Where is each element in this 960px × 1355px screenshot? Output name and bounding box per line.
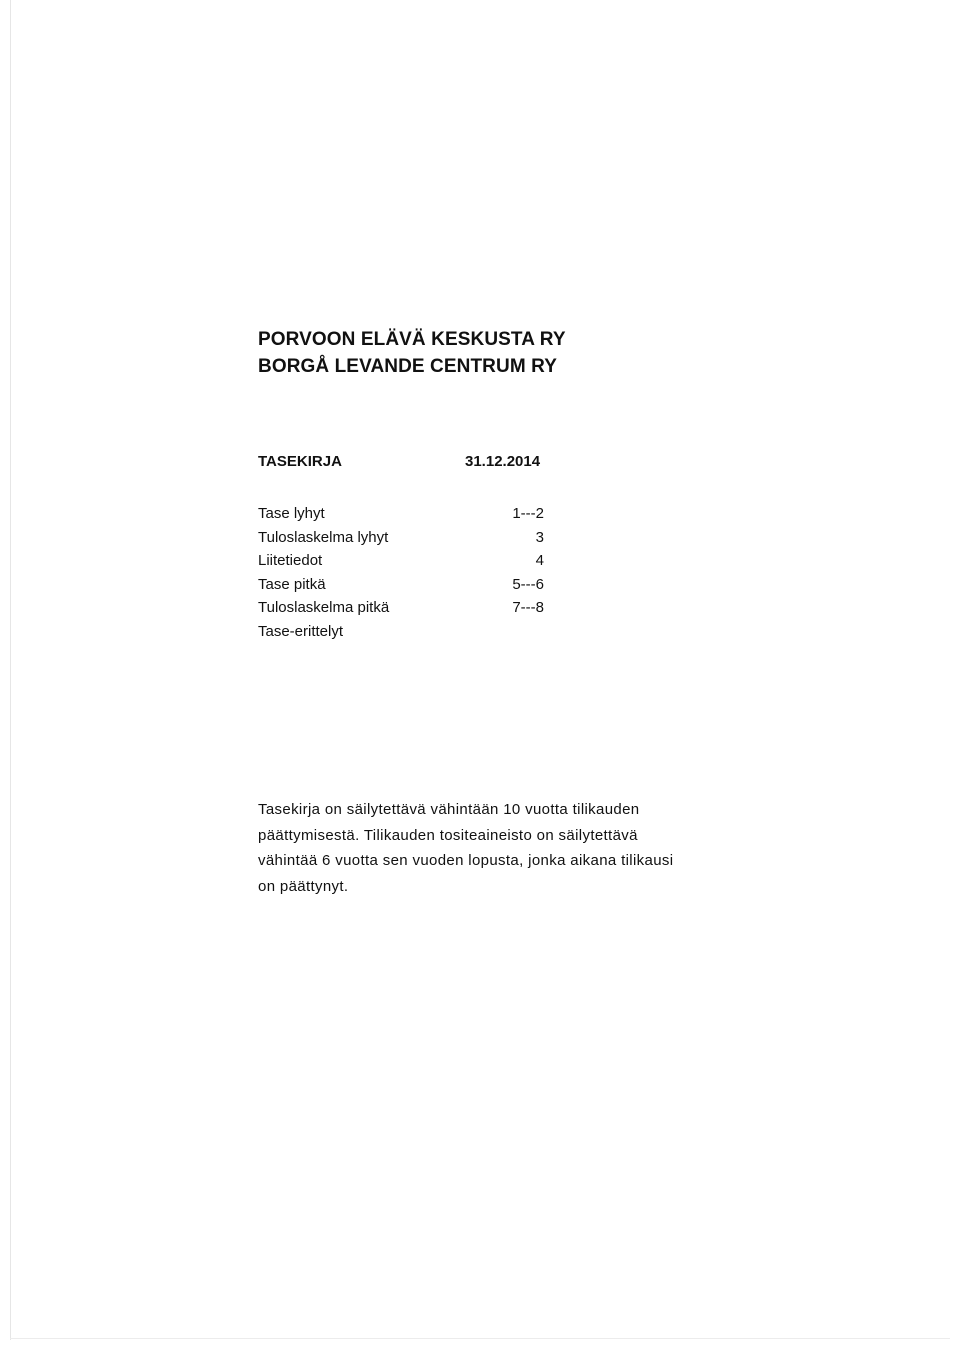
organization-name-finnish: PORVOON ELÄVÄ KESKUSTA RY	[258, 329, 566, 350]
scan-edge-left	[10, 0, 11, 1340]
toc-item	[258, 526, 548, 550]
toc-item	[258, 620, 548, 644]
toc-item-label: Tase pitkä	[258, 575, 326, 593]
toc-item-pages: 4	[535, 552, 544, 570]
toc-item-label: Liitetiedot	[258, 552, 323, 570]
document-date: 31.12.2014	[465, 453, 541, 470]
document-header	[258, 453, 558, 475]
toc-item	[258, 502, 548, 526]
retention-note-line: vähintää 6 vuotta sen vuoden lopusta, jonka aikana tilikausi	[258, 852, 674, 869]
toc-item-label: Tase-erittelyt	[258, 622, 344, 640]
toc-item	[258, 596, 548, 620]
retention-note-line: päättymisestä. Tilikauden tositeaineisto on säilytettävä	[258, 826, 638, 844]
toc-item-label: Tuloslaskelma lyhyt	[258, 528, 389, 546]
organization-name	[258, 326, 566, 380]
toc-item-pages: 7---8	[512, 599, 544, 617]
toc-item-pages: 3	[535, 528, 544, 546]
retention-note-line: Tasekirja on säilytettävä vähintään 10 vuotta tilikauden	[258, 801, 640, 818]
toc-item-label: Tuloslaskelma pitkä	[258, 599, 390, 617]
scan-edge-bottom	[10, 1338, 950, 1339]
toc-item-pages: 1---2	[512, 505, 544, 522]
toc-item	[258, 573, 548, 597]
organization-name-swedish: BORGÅ LEVANDE CENTRUM RY	[258, 356, 558, 377]
retention-note	[258, 797, 728, 899]
toc-item-pages: 5---6	[512, 575, 544, 593]
retention-note-line: on päättynyt.	[258, 877, 349, 895]
toc-item-label: Tase lyhyt	[258, 505, 325, 522]
document-title: TASEKIRJA	[258, 453, 342, 470]
toc-item	[258, 549, 548, 573]
table-of-contents	[258, 502, 548, 644]
